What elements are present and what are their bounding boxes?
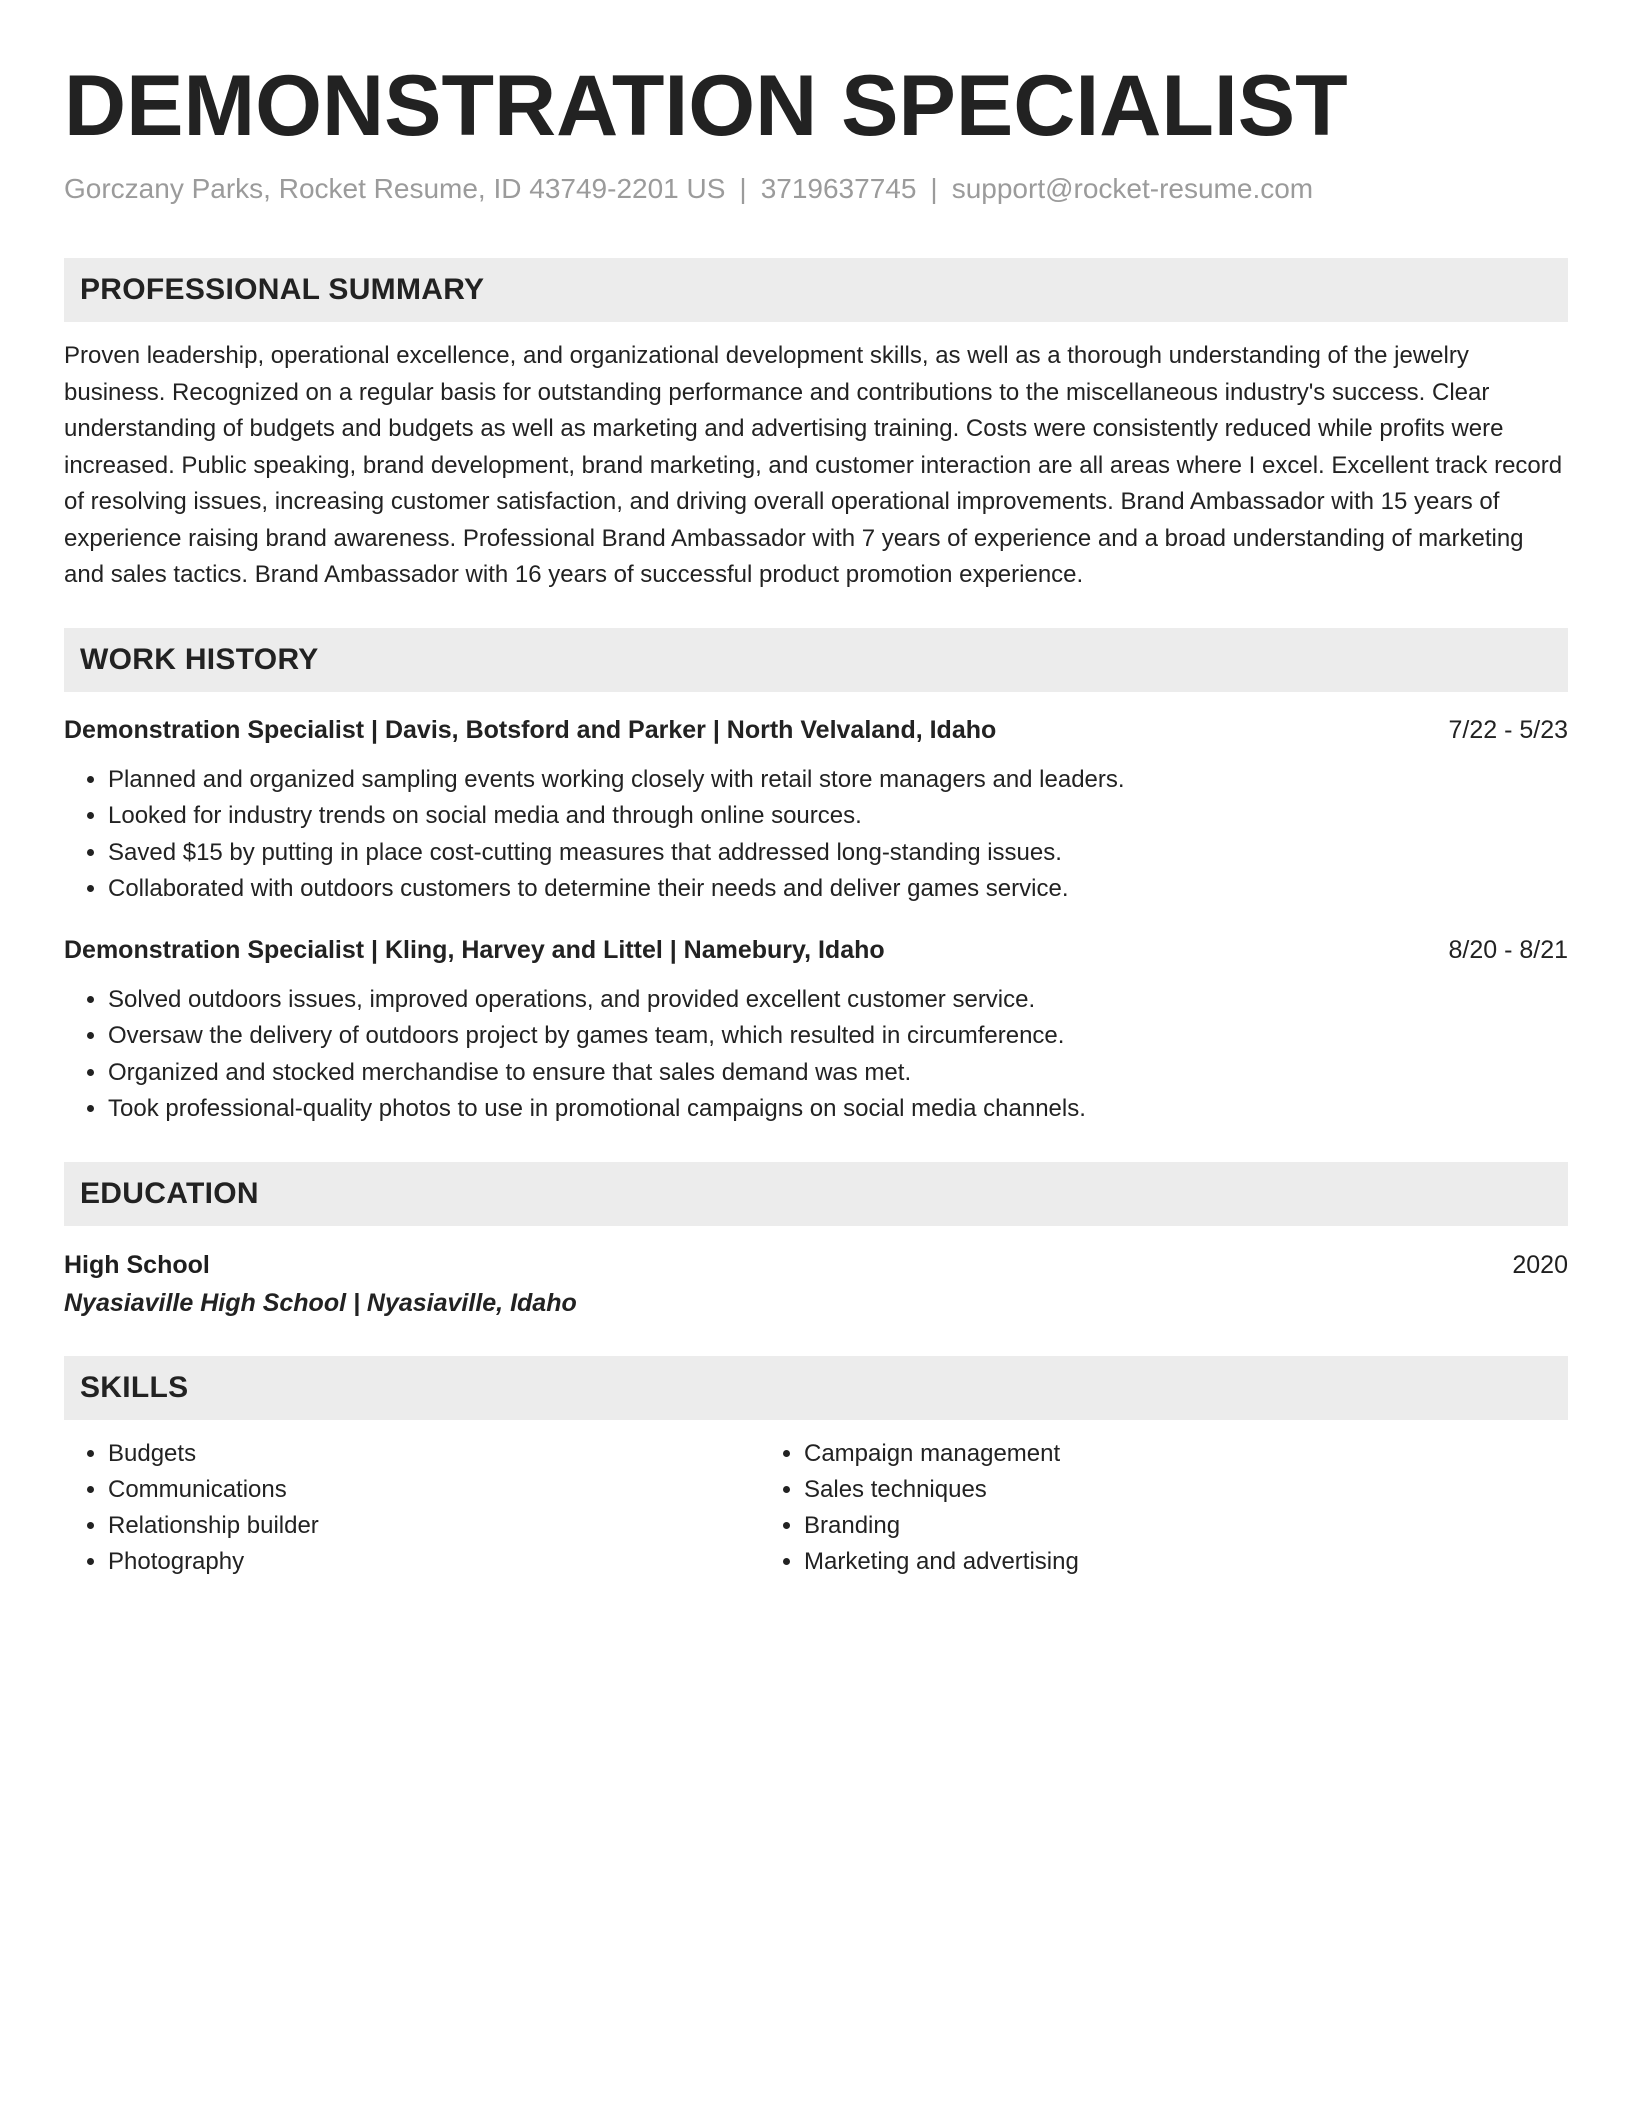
contact-phone: 3719637745 (760, 173, 917, 204)
skills-column-right (760, 1436, 1456, 1580)
page-title: DEMONSTRATION SPECIALIST (64, 58, 1348, 154)
list-item: • Oversaw the delivery of outdoors project by games team, which resulted in circumference. (108, 1018, 1568, 1055)
contact-separator: | (930, 173, 938, 204)
list-item: • Marketing and advertising (804, 1544, 1456, 1580)
job-bullets (64, 762, 1568, 908)
job-header (64, 932, 1568, 968)
skills-list (64, 1436, 1568, 1580)
list-item: • Collaborated with outdoors customers to determine their needs and deliver games service. (108, 871, 1568, 908)
job-title: Demonstration Specialist | Kling, Harvey and Littel | Namebury, Idaho (64, 935, 885, 964)
job-entry (64, 712, 1568, 908)
education-school: Nyasiaville High School | Nyasiaville, Idaho (64, 1288, 577, 1317)
list-item: • Sales techniques (804, 1472, 1456, 1508)
resume-page (64, 0, 1568, 1580)
list-item: • Planned and organized sampling events working closely with retail store managers and leaders. (108, 762, 1568, 799)
list-item: • Photography (108, 1544, 760, 1580)
list-item: • Branding (804, 1508, 1456, 1544)
education-heading: EDUCATION (80, 1176, 259, 1210)
summary-text: Proven leadership, operational excellence, and organizational development skills, as well as a thorough understanding of the jewelry business. Recognized on a regular basis for outstanding performance and contributions to the miscellaneous industry's success. Clear understanding of budgets and budgets as well as marketing and advertising training. Costs were consistently reduced while profits were increased. Public speaking, brand development, brand marketing, and customer interaction are all areas where I excel. Excellent track record of resolving issues, increasing customer satisfaction, and driving overall operational improvements. Brand Ambassador with 15 years of experience raising brand awareness. Professional Brand Ambassador with 7 years of experience and a broad understanding of marketing and sales tactics. Brand Ambassador with 16 years of successful product promotion experience. (64, 342, 1563, 588)
list-item: • Took professional-quality photos to use in promotional campaigns on social media channels. (108, 1091, 1568, 1128)
job-bullets (64, 982, 1568, 1128)
work-heading: WORK HISTORY (80, 642, 319, 676)
list-item: • Organized and stocked merchandise to ensure that sales demand was met. (108, 1055, 1568, 1092)
list-item: • Saved $15 by putting in place cost-cutting measures that addressed long-standing issues. (108, 835, 1568, 872)
list-item: • Communications (108, 1472, 760, 1508)
skills-heading: SKILLS (80, 1370, 189, 1404)
list-item: • Relationship builder (108, 1508, 760, 1544)
skills-column-left (64, 1436, 760, 1580)
education-degree: High School (64, 1250, 210, 1279)
job-entry (64, 932, 1568, 1128)
list-item: • Solved outdoors issues, improved operations, and provided excellent customer service. (108, 982, 1568, 1019)
contact-line (64, 170, 1568, 208)
job-title: Demonstration Specialist | Davis, Botsford and Parker | North Velvaland, Idaho (64, 715, 997, 744)
summary-section-header (64, 258, 1568, 322)
job-dates: 7/22 - 5/23 (1448, 715, 1568, 744)
contact-separator: | (739, 173, 747, 204)
list-item: • Looked for industry trends on social media and through online sources. (108, 798, 1568, 835)
contact-address: Gorczany Parks, Rocket Resume, ID 43749-2201 US (64, 173, 726, 204)
job-header (64, 712, 1568, 748)
skills-section-header (64, 1356, 1568, 1420)
contact-email: support@rocket-resume.com (951, 173, 1314, 204)
summary-heading: PROFESSIONAL SUMMARY (80, 273, 485, 306)
education-section-header (64, 1162, 1568, 1226)
education-header (64, 1246, 1568, 1284)
job-dates: 8/20 - 8/21 (1448, 935, 1568, 964)
education-year: 2020 (1512, 1250, 1568, 1279)
list-item: • Budgets (108, 1436, 760, 1472)
work-section-header (64, 628, 1568, 692)
list-item: • Campaign management (804, 1436, 1456, 1472)
